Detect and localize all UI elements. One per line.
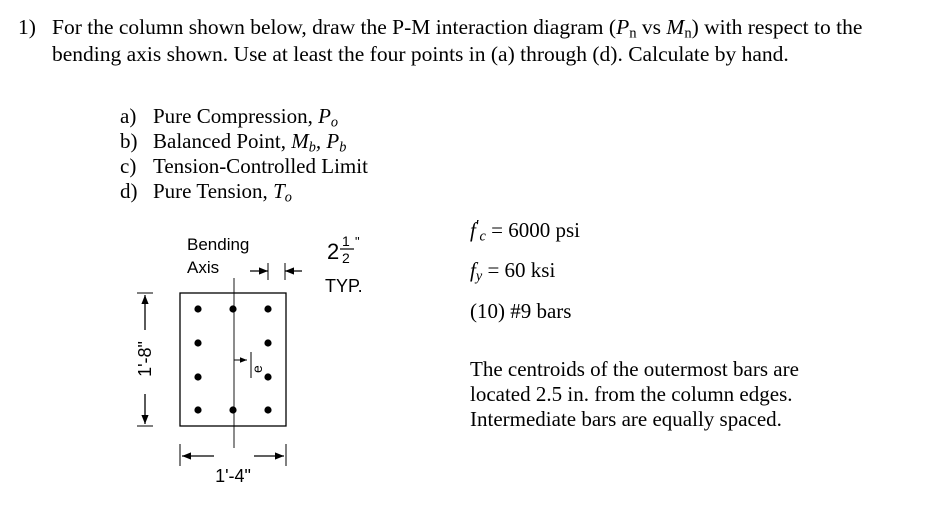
height-label: 1'-8" bbox=[135, 341, 155, 377]
fc-prime: ′ bbox=[475, 216, 480, 235]
fc-property bbox=[470, 216, 580, 243]
pn-symbol: P bbox=[616, 15, 630, 39]
item-letter: d) bbox=[120, 179, 138, 203]
rebar bbox=[194, 305, 201, 312]
bending-axis-label-2: Axis bbox=[187, 258, 220, 277]
item-letter: b) bbox=[120, 129, 138, 153]
item-text: Tension-Controlled Limit bbox=[153, 154, 368, 178]
item-text: Pure Tension, bbox=[153, 179, 274, 203]
item-text: Balanced Point, bbox=[153, 129, 292, 153]
width-label: 1'-4" bbox=[215, 466, 251, 486]
item-symbol: T bbox=[273, 179, 285, 203]
rebar bbox=[264, 373, 271, 380]
spacing-unit: " bbox=[355, 234, 360, 249]
question-line-1-end: ) with respect to the bbox=[691, 15, 863, 39]
fy-property bbox=[470, 258, 555, 283]
note-line-1: The centroids of the outermost bars are bbox=[470, 357, 799, 381]
fy-symbol: f bbox=[470, 258, 476, 282]
fc-symbol: f bbox=[470, 217, 476, 242]
bars-property: (10) #9 bars bbox=[470, 299, 572, 323]
item-text: Pure Compression, bbox=[153, 104, 319, 128]
item-subscript: b bbox=[308, 139, 316, 156]
item-subscript: o bbox=[284, 189, 292, 206]
fy-value: = 60 ksi bbox=[482, 258, 556, 282]
rebar bbox=[264, 339, 271, 346]
fc-value: = 6000 psi bbox=[485, 217, 580, 242]
mn-subscript: n bbox=[684, 25, 692, 42]
bending-axis-label-1: Bending bbox=[187, 235, 250, 254]
item-extra-subscript: b bbox=[339, 139, 347, 156]
item-extra: , P bbox=[315, 129, 340, 153]
rebar-group bbox=[194, 305, 271, 413]
rebar bbox=[194, 373, 201, 380]
rebar bbox=[264, 406, 271, 413]
rebar bbox=[194, 339, 201, 346]
spacing-numerator: 1 bbox=[342, 233, 350, 249]
question-number: 1) bbox=[18, 15, 36, 39]
note-line-3: Intermediate bars are equally spaced. bbox=[470, 407, 782, 431]
column-outline bbox=[180, 293, 286, 426]
note-line-2: located 2.5 in. from the column edges. bbox=[470, 382, 793, 406]
pn-subscript: n bbox=[629, 25, 637, 42]
typ-label: TYP. bbox=[325, 276, 363, 296]
item-letter: a) bbox=[120, 104, 137, 128]
fc-subscript: c bbox=[479, 228, 486, 245]
spacing-denominator: 2 bbox=[342, 250, 350, 266]
mn-symbol: M bbox=[666, 15, 685, 39]
item-symbol: M bbox=[291, 129, 309, 153]
item-subscript: o bbox=[330, 114, 339, 131]
rebar bbox=[264, 305, 271, 312]
item-symbol: P bbox=[318, 104, 331, 128]
vs-text: vs bbox=[636, 15, 667, 39]
fy-subscript: y bbox=[475, 268, 483, 285]
spacing-whole: 2 bbox=[327, 239, 340, 264]
eccentricity-label: e bbox=[249, 365, 265, 373]
rebar bbox=[194, 406, 201, 413]
rebar bbox=[229, 305, 236, 312]
rebar bbox=[229, 406, 236, 413]
question-line-1-start: For the column shown below, draw the P-M interaction diagram ( bbox=[52, 15, 617, 39]
item-letter: c) bbox=[120, 154, 137, 178]
question-line-2: bending axis shown. Use at least the four points in (a) through (d). Calculate by hand. bbox=[52, 42, 789, 66]
